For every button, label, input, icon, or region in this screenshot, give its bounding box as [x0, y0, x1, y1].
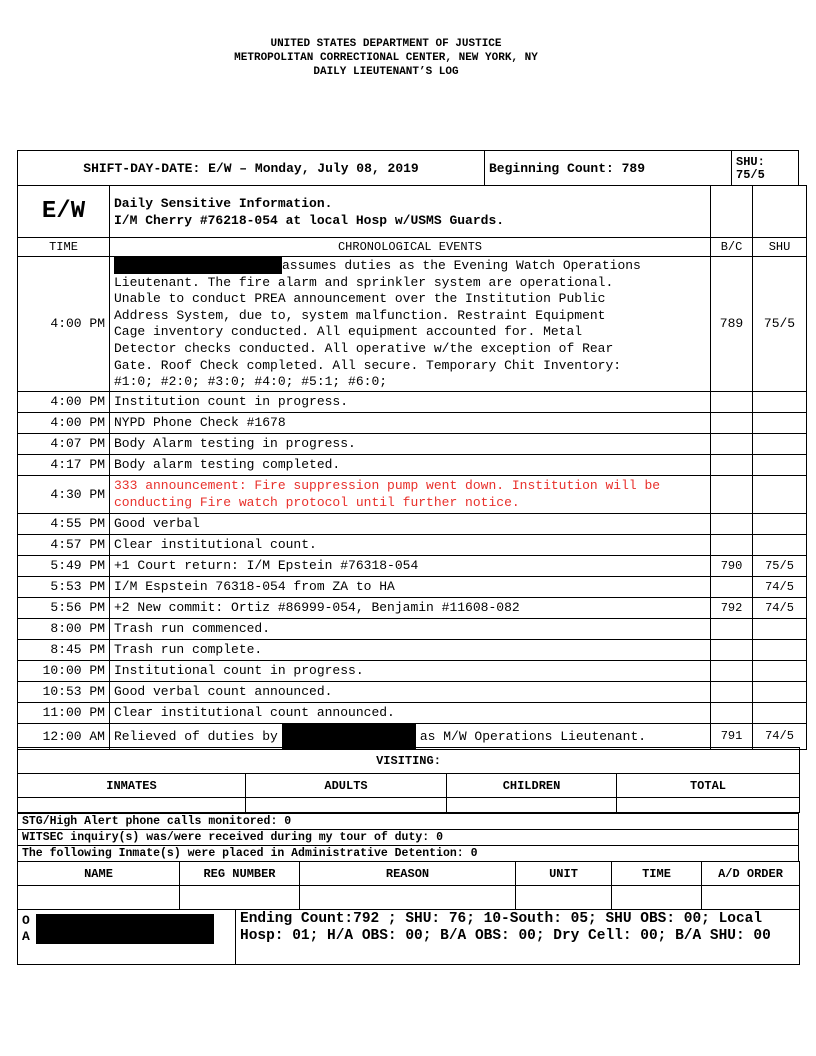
- entry-event: Institution count in progress.: [110, 391, 711, 412]
- entry-shu: [753, 433, 807, 454]
- col-shu: SHU: [753, 238, 807, 257]
- entry-line: Cage inventory conducted. All equipment accounted for. Metal: [114, 324, 583, 340]
- log-entry-row: [18, 702, 807, 723]
- header-line-1: UNITED STATES DEPARTMENT OF JUSTICE: [270, 38, 502, 50]
- detention-table: [17, 861, 800, 910]
- entry-event: Clear institutional count announced.: [110, 702, 711, 723]
- shu-count-box: [732, 151, 799, 186]
- document-header: [0, 37, 772, 79]
- entry-line: #1:0; #2:0; #3:0; #4:0; #5:1; #6:0;: [114, 374, 388, 390]
- entry-shu: [753, 681, 807, 702]
- entry-bc: 792: [711, 597, 753, 618]
- entry-time: 10:00 PM: [18, 660, 110, 681]
- entry-shu: [753, 454, 807, 475]
- entry-shu: [753, 660, 807, 681]
- entry-bc: [711, 475, 753, 513]
- entry-event: Clear institutional count.: [110, 534, 711, 555]
- entry-shu: [753, 702, 807, 723]
- entry-bc: [711, 618, 753, 639]
- entry-time: 4:30 PM: [18, 475, 110, 513]
- entry-bc: [711, 454, 753, 475]
- col-reg-number: REG NUMBER: [180, 862, 300, 886]
- log-entry-row: [18, 513, 807, 534]
- log-entry-row: [18, 454, 807, 475]
- entry-line: Address System, due to, system malfunction. Restraint Equipment: [114, 307, 606, 323]
- entry-line: assumes duties as the Evening Watch Operations: [282, 257, 641, 273]
- log-entry-row: [18, 660, 807, 681]
- footer-table: [17, 909, 800, 965]
- notes-table: [17, 813, 799, 862]
- signature-line-2: A: [22, 929, 30, 944]
- log-entry-row: [18, 433, 807, 454]
- visiting-title: VISITING:: [18, 748, 800, 774]
- entry-time: 8:45 PM: [18, 639, 110, 660]
- col-time: TIME: [18, 238, 110, 257]
- entry-event: 333 announcement: Fire suppression pump went down. Institution will be conducting Fire watch protocol until further notice.: [110, 475, 711, 513]
- signature-line-1: O: [22, 913, 30, 928]
- redaction-block: [114, 257, 282, 274]
- entry-line: Detector checks conducted. All operative w/the exception of Rear: [114, 340, 614, 356]
- entry-shu: [753, 513, 807, 534]
- redaction-block: [36, 914, 214, 944]
- admin-detention-note: The following Inmate(s) were placed in Administrative Detention: 0: [18, 846, 799, 862]
- redaction-block: [282, 724, 416, 749]
- entry-line: Gate. Roof Check completed. All secure. Temporary Chit Inventory:: [114, 357, 622, 373]
- visiting-adults: ADULTS: [246, 774, 447, 798]
- entry-time: 4:00 PM: [18, 257, 110, 392]
- entry-shu: [753, 412, 807, 433]
- ending-count: Ending Count:792 ; SHU: 76; 10-South: 05; SHU OBS: 00; Local Hosp: 01; H/A OBS: 00; B/A OBS: 00; Dry Cell: 00; B/A SHU: 00: [236, 910, 800, 965]
- entry-time: 4:00 PM: [18, 391, 110, 412]
- log-entry-row: [18, 597, 807, 618]
- entry-event: [110, 257, 711, 392]
- entry-bc: 791: [711, 723, 753, 749]
- log-entry-row: [18, 681, 807, 702]
- log-entry-row: [18, 576, 807, 597]
- log-entry-row: [18, 412, 807, 433]
- entry-event: Trash run complete.: [110, 639, 711, 660]
- entry-shu: [753, 391, 807, 412]
- entry-event: NYPD Phone Check #1678: [110, 412, 711, 433]
- entry-event: Good verbal count announced.: [110, 681, 711, 702]
- col-name: NAME: [18, 862, 180, 886]
- entry-lines: [114, 275, 706, 391]
- visiting-children: CHILDREN: [447, 774, 617, 798]
- log-entry-row: [18, 639, 807, 660]
- entry-event: Relieved of duties by as M/W Operations Lieutenant.: [110, 723, 711, 749]
- header-line-3: DAILY LIEUTENANT’S LOG: [313, 66, 459, 78]
- beginning-count: Beginning Count: 789: [485, 151, 732, 186]
- header-line-2: METROPOLITAN CORRECTIONAL CENTER, NEW YORK, NY: [234, 52, 538, 64]
- shift-day-date: SHIFT-DAY-DATE: E/W – Monday, July 08, 2019: [18, 151, 485, 186]
- entry-line: Lieutenant. The fire alarm and sprinkler system are operational.: [114, 274, 614, 290]
- entry-bc: [711, 639, 753, 660]
- officer-signature: [18, 910, 236, 965]
- entry-bc: [711, 513, 753, 534]
- entry-event: Body alarm testing completed.: [110, 454, 711, 475]
- shu-label: SHU:: [736, 155, 765, 169]
- entry-shu: [753, 534, 807, 555]
- entry-time: 4:17 PM: [18, 454, 110, 475]
- entry-time: 12:00 AM: [18, 723, 110, 749]
- col-unit: UNIT: [516, 862, 612, 886]
- entry-time: 8:00 PM: [18, 618, 110, 639]
- col-time: TIME: [612, 862, 702, 886]
- entry-event: Good verbal: [110, 513, 711, 534]
- entry-line: Unable to conduct PREA announcement over the Institution Public: [114, 291, 606, 307]
- witsec-note: WITSEC inquiry(s) was/were received during my tour of duty: 0: [18, 830, 799, 846]
- entry-event: Institutional count in progress.: [110, 660, 711, 681]
- visiting-inmates: INMATES: [18, 774, 246, 798]
- col-events: CHRONOLOGICAL EVENTS: [110, 238, 711, 257]
- entry-time: 4:57 PM: [18, 534, 110, 555]
- entry-shu: 74/5: [753, 576, 807, 597]
- col-bc: B/C: [711, 238, 753, 257]
- log-table: [17, 185, 807, 750]
- entry-event: Body Alarm testing in progress.: [110, 433, 711, 454]
- entry-bc: 789: [711, 257, 753, 392]
- entry-time: 10:53 PM: [18, 681, 110, 702]
- shift-table: [17, 150, 799, 186]
- entry-time: 4:07 PM: [18, 433, 110, 454]
- shu-value: 75/5: [736, 168, 765, 182]
- entry-shu: [753, 639, 807, 660]
- entry-event: I/M Espstein 76318-054 from ZA to HA: [110, 576, 711, 597]
- log-entry-row: [18, 475, 807, 513]
- entry-shu: [753, 475, 807, 513]
- visiting-total: TOTAL: [617, 774, 800, 798]
- entry-event: Trash run commenced.: [110, 618, 711, 639]
- log-entry-row: [18, 555, 807, 576]
- entry-bc: [711, 534, 753, 555]
- entry-bc: [711, 702, 753, 723]
- entry-shu: 74/5: [753, 597, 807, 618]
- visiting-table: [17, 747, 800, 813]
- entry-time: 4:00 PM: [18, 412, 110, 433]
- col-ad-order: A/D ORDER: [702, 862, 800, 886]
- stg-note: STG/High Alert phone calls monitored: 0: [18, 814, 799, 830]
- entry-time: 5:49 PM: [18, 555, 110, 576]
- entry-event: +1 Court return: I/M Epstein #76318-054: [110, 555, 711, 576]
- entry-time: 4:55 PM: [18, 513, 110, 534]
- entry-bc: [711, 576, 753, 597]
- entry-bc: [711, 681, 753, 702]
- col-reason: REASON: [300, 862, 516, 886]
- entry-time: 11:00 PM: [18, 702, 110, 723]
- sensitive-text: I/M Cherry #76218-054 at local Hosp w/USMS Guards.: [114, 212, 505, 228]
- entry-shu: 74/5: [753, 723, 807, 749]
- entry-shu: 75/5: [753, 555, 807, 576]
- entry-time: 5:56 PM: [18, 597, 110, 618]
- log-entry-row: [18, 618, 807, 639]
- entry-bc: [711, 391, 753, 412]
- sensitive-title: Daily Sensitive Information.: [114, 195, 333, 211]
- entry-time: 5:53 PM: [18, 576, 110, 597]
- entry-bc: 790: [711, 555, 753, 576]
- entry-shu: [753, 618, 807, 639]
- entry-bc: [711, 412, 753, 433]
- shift-code: E/W: [18, 186, 110, 238]
- entry-bc: [711, 433, 753, 454]
- sensitive-info: [110, 186, 711, 238]
- entry-event: +2 New commit: Ortiz #86999-054, Benjamin #11608-082: [110, 597, 711, 618]
- log-entry-row: [18, 391, 807, 412]
- entry-shu: 75/5: [753, 257, 807, 392]
- entry-bc: [711, 660, 753, 681]
- log-entry-row: [18, 534, 807, 555]
